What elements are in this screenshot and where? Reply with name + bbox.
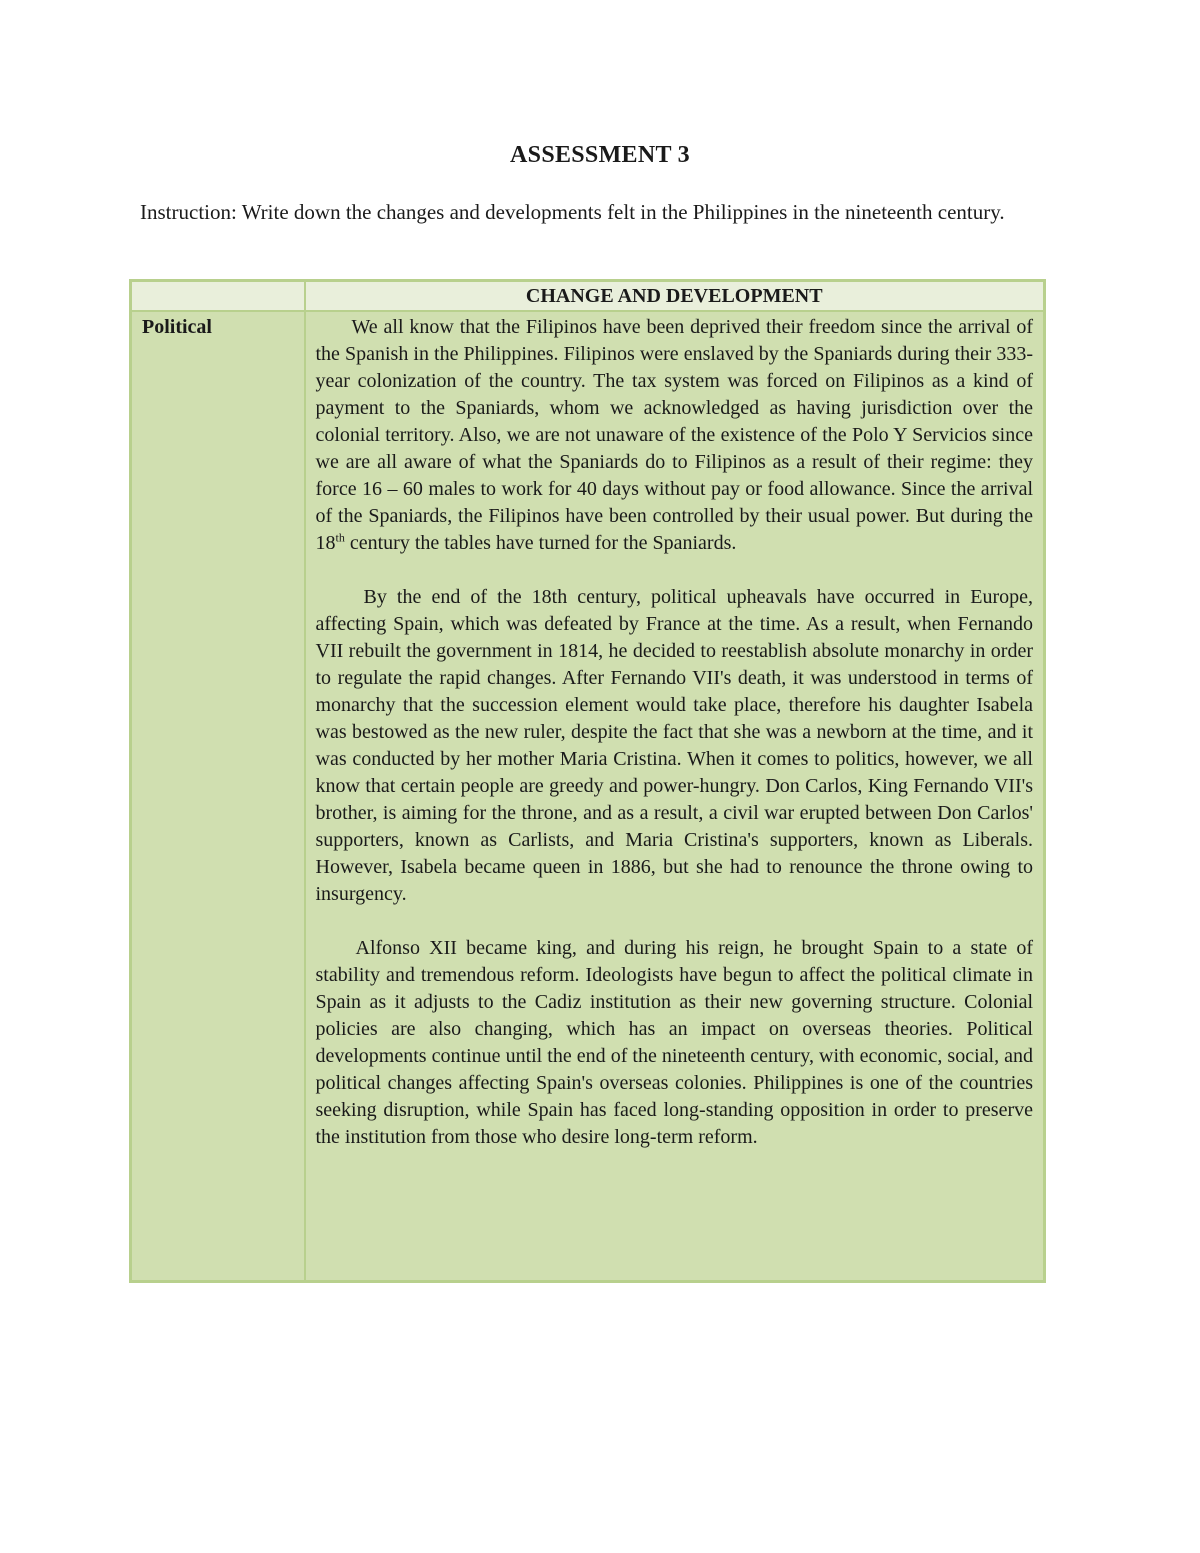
header-content-cell: CHANGE AND DEVELOPMENT bbox=[305, 281, 1045, 312]
table-header-row bbox=[131, 281, 1045, 312]
assessment-table bbox=[129, 279, 1046, 1283]
table-row bbox=[131, 311, 1045, 1282]
paragraph-2: By the end of the 18th century, political upheavals have occurred in Europe, affecting Spain, which was defeated by France at the time. As a result, when Fernando VII rebuilt the government in 1814, he decided to reestablish absolute monarchy in order to regulate the rapid changes. After Fernando VII's death, it was understood in terms of monarchy that the succession element would take place, therefore his daughter Isabela was bestowed as the new ruler, despite the fact that she was a newborn at the time, and it was conducted by her mother Maria Cristina. When it comes to politics, however, we all know that certain people are greedy and power-hungry. Don Carlos, King Fernando VII's brother, is aiming for the throne, and as a result, a civil war erupted between Don Carlos' supporters, known as Carlists, and Maria Cristina's supporters, known as Liberals. However, Isabela became queen in 1886, but she had to renounce the throne owing to insurgency. bbox=[315, 586, 1033, 905]
instruction-text: Instruction: Write down the changes and developments felt in the Philippines in the nineteenth century. bbox=[140, 200, 1005, 224]
row-content-political bbox=[305, 311, 1045, 1282]
row-label-political: Political bbox=[131, 311, 305, 1282]
paragraph-3: Alfonso XII became king, and during his reign, he brought Spain to a state of stability and tremendous reform. Ideologists have begun to affect the political climate in Spain as it adjusts to the Cadiz institution as their new governing structure. Colonial policies are also changing, which has an impact on overseas theories. Political developments continue until the end of the nineteenth century, with economic, social, and political changes affecting Spain's overseas colonies. Philippines is one of the countries seeking disruption, while Spain has faced long-standing opposition in order to preserve the institution from those who desire long-term reform. bbox=[315, 937, 1033, 1148]
paragraph-1-tail: century the tables have turned for the Spaniards. bbox=[344, 532, 737, 554]
ordinal-superscript: th bbox=[335, 530, 345, 545]
paragraph-1 bbox=[316, 314, 1034, 557]
paragraph-1-text: We all know that the Filipinos have been deprived their freedom since the arrival of the Spanish in the Philippines. Filipinos were enslaved by the Spaniards during their 333-year colonization of the country. The tax system was forced on Filipinos as a kind of payment to the Spaniards, whom we acknowledged as having jurisdiction over the colonial territory. Also, we are not unaware of the existence of the Polo Y Servicios since we are all aware of what the Spaniards do to Filipinos as a result of their regime: they force 16 – 60 males to work for 40 days without pay or food allowance. Since the arrival of the Spaniards, the Filipinos have been controlled by their usual power. But during the 18 bbox=[315, 316, 1033, 554]
page-title: ASSESSMENT 3 bbox=[510, 142, 690, 168]
header-label-cell bbox=[131, 281, 305, 312]
